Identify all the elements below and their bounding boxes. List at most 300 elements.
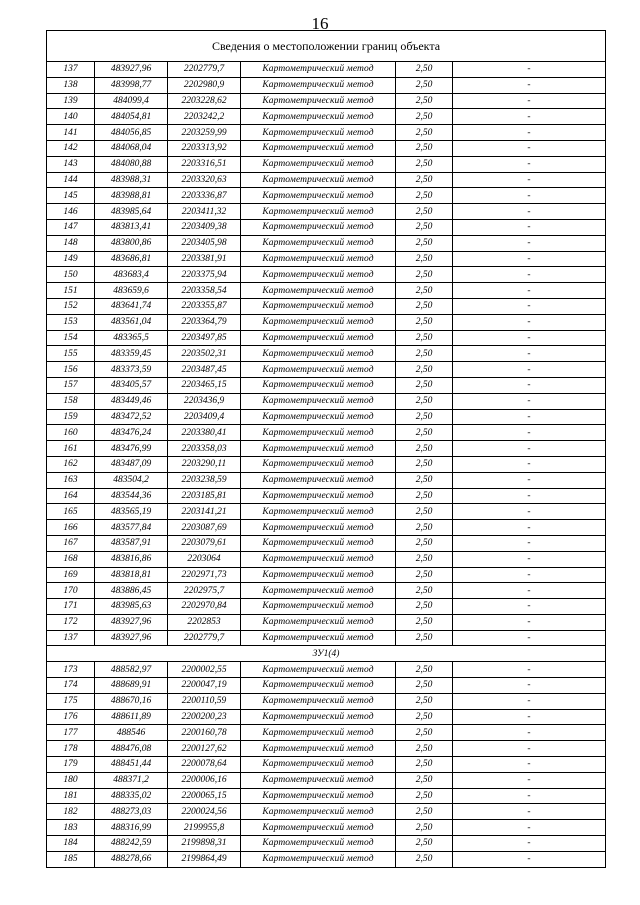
x-coordinate-cell: 484099,4 — [95, 93, 168, 109]
point-number-cell: 164 — [47, 488, 95, 504]
accuracy-cell: 2,50 — [396, 172, 453, 188]
x-coordinate-cell: 488242,59 — [95, 836, 168, 852]
point-number-cell: 161 — [47, 441, 95, 457]
description-cell: - — [453, 204, 606, 220]
accuracy-cell: 2,50 — [396, 362, 453, 378]
table-row — [47, 662, 606, 678]
method-cell: Картометрический метод — [241, 235, 396, 251]
x-coordinate-cell: 488689,91 — [95, 678, 168, 694]
method-cell: Картометрический метод — [241, 393, 396, 409]
section-label: ЗУ1(4) — [47, 646, 606, 662]
description-cell: - — [453, 251, 606, 267]
accuracy-cell: 2,50 — [396, 456, 453, 472]
table-row — [47, 93, 606, 109]
y-coordinate-cell: 2203465,15 — [168, 377, 241, 393]
accuracy-cell: 2,50 — [396, 377, 453, 393]
table-row — [47, 488, 606, 504]
table-row — [47, 599, 606, 615]
x-coordinate-cell: 488335,02 — [95, 788, 168, 804]
y-coordinate-cell: 2203313,92 — [168, 140, 241, 156]
method-cell: Картометрический метод — [241, 125, 396, 141]
y-coordinate-cell: 2200065,15 — [168, 788, 241, 804]
table-row — [47, 725, 606, 741]
table-row — [47, 140, 606, 156]
description-cell: - — [453, 614, 606, 630]
description-cell: - — [453, 156, 606, 172]
accuracy-cell: 2,50 — [396, 772, 453, 788]
accuracy-cell: 2,50 — [396, 393, 453, 409]
point-number-cell: 152 — [47, 298, 95, 314]
description-cell: - — [453, 757, 606, 773]
x-coordinate-cell: 488278,66 — [95, 851, 168, 867]
description-cell: - — [453, 314, 606, 330]
table-row — [47, 109, 606, 125]
accuracy-cell: 2,50 — [396, 62, 453, 78]
page-number: 16 — [311, 14, 329, 33]
point-number-cell: 145 — [47, 188, 95, 204]
point-number-cell: 139 — [47, 93, 95, 109]
point-number-cell: 177 — [47, 725, 95, 741]
accuracy-cell: 2,50 — [396, 488, 453, 504]
y-coordinate-cell: 2200002,55 — [168, 662, 241, 678]
table-row — [47, 567, 606, 583]
method-cell: Картометрический метод — [241, 520, 396, 536]
y-coordinate-cell: 2203409,4 — [168, 409, 241, 425]
x-coordinate-cell: 488371,2 — [95, 772, 168, 788]
description-cell: - — [453, 709, 606, 725]
method-cell: Картометрический метод — [241, 757, 396, 773]
accuracy-cell: 2,50 — [396, 204, 453, 220]
y-coordinate-cell: 2203259,99 — [168, 125, 241, 141]
method-cell: Картометрический метод — [241, 188, 396, 204]
y-coordinate-cell: 2200024,56 — [168, 804, 241, 820]
x-coordinate-cell: 483686,81 — [95, 251, 168, 267]
method-cell: Картометрический метод — [241, 583, 396, 599]
x-coordinate-cell: 483405,57 — [95, 377, 168, 393]
accuracy-cell: 2,50 — [396, 630, 453, 646]
accuracy-cell: 2,50 — [396, 267, 453, 283]
x-coordinate-cell: 483449,46 — [95, 393, 168, 409]
method-cell: Картометрический метод — [241, 409, 396, 425]
y-coordinate-cell: 2203411,32 — [168, 204, 241, 220]
method-cell: Картометрический метод — [241, 741, 396, 757]
table-row — [47, 251, 606, 267]
description-cell: - — [453, 520, 606, 536]
y-coordinate-cell: 2203141,21 — [168, 504, 241, 520]
method-cell: Картометрический метод — [241, 156, 396, 172]
description-cell: - — [453, 219, 606, 235]
point-number-cell: 180 — [47, 772, 95, 788]
method-cell: Картометрический метод — [241, 377, 396, 393]
method-cell: Картометрический метод — [241, 267, 396, 283]
x-coordinate-cell: 483800,86 — [95, 235, 168, 251]
point-number-cell: 175 — [47, 693, 95, 709]
x-coordinate-cell: 484054,81 — [95, 109, 168, 125]
y-coordinate-cell: 2203242,2 — [168, 109, 241, 125]
accuracy-cell: 2,50 — [396, 346, 453, 362]
y-coordinate-cell: 2203380,41 — [168, 425, 241, 441]
description-cell: - — [453, 820, 606, 836]
method-cell: Картометрический метод — [241, 693, 396, 709]
y-coordinate-cell: 2202971,73 — [168, 567, 241, 583]
accuracy-cell: 2,50 — [396, 535, 453, 551]
x-coordinate-cell: 483886,45 — [95, 583, 168, 599]
coordinates-sheet — [46, 30, 605, 868]
method-cell: Картометрический метод — [241, 488, 396, 504]
y-coordinate-cell: 2202980,9 — [168, 77, 241, 93]
accuracy-cell: 2,50 — [396, 219, 453, 235]
x-coordinate-cell: 488670,16 — [95, 693, 168, 709]
x-coordinate-cell: 483818,81 — [95, 567, 168, 583]
y-coordinate-cell: 2199955,8 — [168, 820, 241, 836]
description-cell: - — [453, 772, 606, 788]
description-cell: - — [453, 267, 606, 283]
accuracy-cell: 2,50 — [396, 851, 453, 867]
table-row — [47, 820, 606, 836]
accuracy-cell: 2,50 — [396, 551, 453, 567]
accuracy-cell: 2,50 — [396, 140, 453, 156]
point-number-cell: 162 — [47, 456, 95, 472]
point-number-cell: 179 — [47, 757, 95, 773]
description-cell: - — [453, 504, 606, 520]
x-coordinate-cell: 483813,41 — [95, 219, 168, 235]
y-coordinate-cell: 2203497,85 — [168, 330, 241, 346]
point-number-cell: 178 — [47, 741, 95, 757]
y-coordinate-cell: 2200078,64 — [168, 757, 241, 773]
table-row — [47, 441, 606, 457]
accuracy-cell: 2,50 — [396, 314, 453, 330]
accuracy-cell: 2,50 — [396, 235, 453, 251]
description-cell: - — [453, 725, 606, 741]
x-coordinate-cell: 483487,09 — [95, 456, 168, 472]
description-cell: - — [453, 599, 606, 615]
description-cell: - — [453, 456, 606, 472]
table-row — [47, 393, 606, 409]
accuracy-cell: 2,50 — [396, 409, 453, 425]
point-number-cell: 156 — [47, 362, 95, 378]
method-cell: Картометрический метод — [241, 678, 396, 694]
description-cell: - — [453, 346, 606, 362]
x-coordinate-cell: 488451,44 — [95, 757, 168, 773]
y-coordinate-cell: 2200160,78 — [168, 725, 241, 741]
x-coordinate-cell: 483544,36 — [95, 488, 168, 504]
accuracy-cell: 2,50 — [396, 330, 453, 346]
method-cell: Картометрический метод — [241, 551, 396, 567]
method-cell: Картометрический метод — [241, 109, 396, 125]
x-coordinate-cell: 483988,31 — [95, 172, 168, 188]
description-cell: - — [453, 535, 606, 551]
accuracy-cell: 2,50 — [396, 298, 453, 314]
method-cell: Картометрический метод — [241, 851, 396, 867]
table-row — [47, 298, 606, 314]
x-coordinate-cell: 488582,97 — [95, 662, 168, 678]
description-cell: - — [453, 804, 606, 820]
x-coordinate-cell: 483641,74 — [95, 298, 168, 314]
table-row — [47, 804, 606, 820]
method-cell: Картометрический метод — [241, 62, 396, 78]
table-row — [47, 772, 606, 788]
method-cell: Картометрический метод — [241, 77, 396, 93]
y-coordinate-cell: 2202853 — [168, 614, 241, 630]
point-number-cell: 183 — [47, 820, 95, 836]
accuracy-cell: 2,50 — [396, 520, 453, 536]
table-row — [47, 472, 606, 488]
table-row — [47, 504, 606, 520]
method-cell: Картометрический метод — [241, 251, 396, 267]
point-number-cell: 153 — [47, 314, 95, 330]
x-coordinate-cell: 488316,99 — [95, 820, 168, 836]
description-cell: - — [453, 630, 606, 646]
x-coordinate-cell: 483476,24 — [95, 425, 168, 441]
point-number-cell: 140 — [47, 109, 95, 125]
y-coordinate-cell: 2203087,69 — [168, 520, 241, 536]
point-number-cell: 150 — [47, 267, 95, 283]
table-row — [47, 409, 606, 425]
description-cell: - — [453, 693, 606, 709]
table-row — [47, 377, 606, 393]
method-cell: Картометрический метод — [241, 204, 396, 220]
accuracy-cell: 2,50 — [396, 741, 453, 757]
method-cell: Картометрический метод — [241, 172, 396, 188]
point-number-cell: 137 — [47, 62, 95, 78]
method-cell: Картометрический метод — [241, 93, 396, 109]
method-cell: Картометрический метод — [241, 330, 396, 346]
table-row — [47, 583, 606, 599]
x-coordinate-cell: 488546 — [95, 725, 168, 741]
table-row — [47, 851, 606, 867]
description-cell: - — [453, 62, 606, 78]
x-coordinate-cell: 483577,84 — [95, 520, 168, 536]
table-row — [47, 709, 606, 725]
y-coordinate-cell: 2203290,11 — [168, 456, 241, 472]
method-cell: Картометрический метод — [241, 140, 396, 156]
y-coordinate-cell: 2203358,54 — [168, 283, 241, 299]
point-number-cell: 171 — [47, 599, 95, 615]
y-coordinate-cell: 2203436,9 — [168, 393, 241, 409]
x-coordinate-cell: 483561,04 — [95, 314, 168, 330]
description-cell: - — [453, 283, 606, 299]
point-number-cell: 169 — [47, 567, 95, 583]
description-cell: - — [453, 409, 606, 425]
y-coordinate-cell: 2203320,63 — [168, 172, 241, 188]
point-number-cell: 184 — [47, 836, 95, 852]
description-cell: - — [453, 77, 606, 93]
table-row — [47, 741, 606, 757]
method-cell: Картометрический метод — [241, 599, 396, 615]
table-row — [47, 330, 606, 346]
x-coordinate-cell: 483927,96 — [95, 62, 168, 78]
point-number-cell: 160 — [47, 425, 95, 441]
accuracy-cell: 2,50 — [396, 283, 453, 299]
table-row — [47, 520, 606, 536]
point-number-cell: 166 — [47, 520, 95, 536]
accuracy-cell: 2,50 — [396, 583, 453, 599]
table-row — [47, 125, 606, 141]
accuracy-cell: 2,50 — [396, 125, 453, 141]
point-number-cell: 137 — [47, 630, 95, 646]
description-cell: - — [453, 836, 606, 852]
point-number-cell: 146 — [47, 204, 95, 220]
y-coordinate-cell: 2203381,91 — [168, 251, 241, 267]
method-cell: Картометрический метод — [241, 709, 396, 725]
method-cell: Картометрический метод — [241, 362, 396, 378]
table-row — [47, 362, 606, 378]
table-row — [47, 235, 606, 251]
accuracy-cell: 2,50 — [396, 678, 453, 694]
accuracy-cell: 2,50 — [396, 567, 453, 583]
accuracy-cell: 2,50 — [396, 836, 453, 852]
point-number-cell: 141 — [47, 125, 95, 141]
method-cell: Картометрический метод — [241, 472, 396, 488]
point-number-cell: 172 — [47, 614, 95, 630]
y-coordinate-cell: 2203487,45 — [168, 362, 241, 378]
point-number-cell: 143 — [47, 156, 95, 172]
table-row — [47, 456, 606, 472]
description-cell: - — [453, 188, 606, 204]
table-row — [47, 346, 606, 362]
accuracy-cell: 2,50 — [396, 504, 453, 520]
method-cell: Картометрический метод — [241, 836, 396, 852]
y-coordinate-cell: 2203079,61 — [168, 535, 241, 551]
accuracy-cell: 2,50 — [396, 425, 453, 441]
x-coordinate-cell: 488611,89 — [95, 709, 168, 725]
method-cell: Картометрический метод — [241, 804, 396, 820]
table-row — [47, 693, 606, 709]
point-number-cell: 170 — [47, 583, 95, 599]
description-cell: - — [453, 235, 606, 251]
method-cell: Картометрический метод — [241, 820, 396, 836]
table-row — [47, 678, 606, 694]
method-cell: Картометрический метод — [241, 630, 396, 646]
x-coordinate-cell: 483927,96 — [95, 614, 168, 630]
method-cell: Картометрический метод — [241, 662, 396, 678]
x-coordinate-cell: 483985,64 — [95, 204, 168, 220]
y-coordinate-cell: 2203238,59 — [168, 472, 241, 488]
description-cell: - — [453, 788, 606, 804]
accuracy-cell: 2,50 — [396, 709, 453, 725]
table-row — [47, 757, 606, 773]
accuracy-cell: 2,50 — [396, 109, 453, 125]
description-cell: - — [453, 583, 606, 599]
y-coordinate-cell: 2203364,79 — [168, 314, 241, 330]
point-number-cell: 176 — [47, 709, 95, 725]
description-cell: - — [453, 425, 606, 441]
description-cell: - — [453, 662, 606, 678]
y-coordinate-cell: 2203358,03 — [168, 441, 241, 457]
x-coordinate-cell: 483472,52 — [95, 409, 168, 425]
x-coordinate-cell: 483365,5 — [95, 330, 168, 346]
table-row — [47, 62, 606, 78]
description-cell: - — [453, 567, 606, 583]
table-title: Сведения о местоположении границ объекта — [47, 31, 606, 62]
point-number-cell: 173 — [47, 662, 95, 678]
x-coordinate-cell: 484080,88 — [95, 156, 168, 172]
table-row — [47, 219, 606, 235]
point-number-cell: 147 — [47, 219, 95, 235]
y-coordinate-cell: 2203064 — [168, 551, 241, 567]
table-row — [47, 283, 606, 299]
method-cell: Картометрический метод — [241, 314, 396, 330]
point-number-cell: 165 — [47, 504, 95, 520]
table-row — [47, 535, 606, 551]
x-coordinate-cell: 483476,99 — [95, 441, 168, 457]
method-cell: Картометрический метод — [241, 788, 396, 804]
y-coordinate-cell: 2200110,59 — [168, 693, 241, 709]
y-coordinate-cell: 2202779,7 — [168, 630, 241, 646]
description-cell: - — [453, 362, 606, 378]
table-row — [47, 788, 606, 804]
description-cell: - — [453, 488, 606, 504]
point-number-cell: 182 — [47, 804, 95, 820]
accuracy-cell: 2,50 — [396, 788, 453, 804]
x-coordinate-cell: 483998,77 — [95, 77, 168, 93]
accuracy-cell: 2,50 — [396, 472, 453, 488]
x-coordinate-cell: 483659,6 — [95, 283, 168, 299]
x-coordinate-cell: 483988,81 — [95, 188, 168, 204]
accuracy-cell: 2,50 — [396, 757, 453, 773]
description-cell: - — [453, 551, 606, 567]
accuracy-cell: 2,50 — [396, 188, 453, 204]
table-row — [47, 551, 606, 567]
point-number-cell: 163 — [47, 472, 95, 488]
table-row — [47, 630, 606, 646]
point-number-cell: 181 — [47, 788, 95, 804]
description-cell: - — [453, 678, 606, 694]
description-cell: - — [453, 472, 606, 488]
point-number-cell: 155 — [47, 346, 95, 362]
table-row — [47, 425, 606, 441]
y-coordinate-cell: 2203228,62 — [168, 93, 241, 109]
x-coordinate-cell: 483985,63 — [95, 599, 168, 615]
point-number-cell: 174 — [47, 678, 95, 694]
y-coordinate-cell: 2203375,94 — [168, 267, 241, 283]
y-coordinate-cell: 2203405,98 — [168, 235, 241, 251]
point-number-cell: 158 — [47, 393, 95, 409]
point-number-cell: 142 — [47, 140, 95, 156]
table-row — [47, 836, 606, 852]
point-number-cell: 148 — [47, 235, 95, 251]
description-cell: - — [453, 109, 606, 125]
method-cell: Картометрический метод — [241, 614, 396, 630]
table-row — [47, 204, 606, 220]
method-cell: Картометрический метод — [241, 772, 396, 788]
table-title-row — [47, 31, 606, 62]
x-coordinate-cell: 483927,96 — [95, 630, 168, 646]
accuracy-cell: 2,50 — [396, 441, 453, 457]
point-number-cell: 138 — [47, 77, 95, 93]
y-coordinate-cell: 2202975,7 — [168, 583, 241, 599]
table-row — [47, 614, 606, 630]
table-row — [47, 156, 606, 172]
y-coordinate-cell: 2203355,87 — [168, 298, 241, 314]
y-coordinate-cell: 2202779,7 — [168, 62, 241, 78]
y-coordinate-cell: 2203502,31 — [168, 346, 241, 362]
accuracy-cell: 2,50 — [396, 93, 453, 109]
description-cell: - — [453, 298, 606, 314]
x-coordinate-cell: 483816,86 — [95, 551, 168, 567]
method-cell: Картометрический метод — [241, 283, 396, 299]
accuracy-cell: 2,50 — [396, 662, 453, 678]
point-number-cell: 159 — [47, 409, 95, 425]
accuracy-cell: 2,50 — [396, 693, 453, 709]
y-coordinate-cell: 2200006,16 — [168, 772, 241, 788]
point-number-cell: 168 — [47, 551, 95, 567]
method-cell: Картометрический метод — [241, 567, 396, 583]
description-cell: - — [453, 330, 606, 346]
x-coordinate-cell: 484056,85 — [95, 125, 168, 141]
y-coordinate-cell: 2203185,81 — [168, 488, 241, 504]
x-coordinate-cell: 483504,2 — [95, 472, 168, 488]
